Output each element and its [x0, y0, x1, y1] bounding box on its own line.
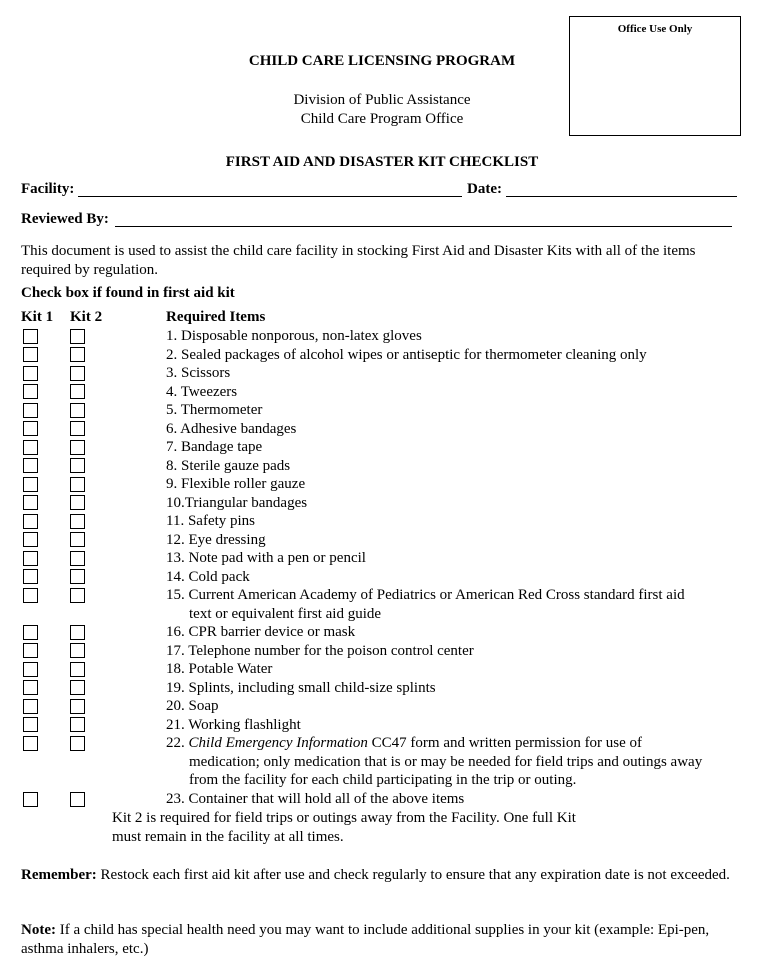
- required-item: 20. Soap: [166, 698, 219, 714]
- kit1-checkbox-1[interactable]: [23, 329, 38, 344]
- kit2-header: Kit 2: [70, 309, 103, 325]
- kit1-checkbox-11[interactable]: [23, 514, 38, 529]
- required-item: 11. Safety pins: [166, 513, 256, 529]
- kit2-checkbox-11[interactable]: [70, 514, 85, 529]
- required-item: 15. Current American Academy of Pediatrics or American Red Cross standard first aid: [166, 587, 685, 603]
- kit2-checkbox-1[interactable]: [70, 329, 85, 344]
- kit1-checkbox-8[interactable]: [23, 458, 38, 473]
- kit1-checkbox-6[interactable]: [23, 421, 38, 436]
- remember-text: Restock each first aid kit after use and check regularly to ensure that any expiration date is not exceeded.: [96, 867, 730, 883]
- date-input-line[interactable]: [506, 196, 737, 197]
- kit2-checkbox-16[interactable]: [70, 625, 85, 640]
- office-use-label: Office Use Only: [617, 23, 693, 35]
- kit1-checkbox-4[interactable]: [23, 384, 38, 399]
- kit1-checkbox-18[interactable]: [23, 662, 38, 677]
- required-item: 21. Working flashlight: [166, 716, 301, 733]
- required-item: 12. Eye dressing: [166, 531, 266, 548]
- intro-paragraph: This document is used to assist the child care facility in stocking First Aid and Disaster Kits with all of the items required by regulation.: [21, 243, 696, 278]
- kit2-checkbox-17[interactable]: [70, 643, 85, 658]
- facility-label: Facility:: [21, 181, 75, 197]
- item22-rest: CC47 form and written permission for use of: [367, 735, 643, 751]
- required-item: 14. Cold pack: [166, 568, 250, 585]
- kit2-checkbox-2[interactable]: [70, 347, 85, 362]
- kit2-checkbox-4[interactable]: [70, 384, 85, 399]
- required-item-continued: medication; only medication that is or may be needed for field trips and outings away: [189, 753, 703, 770]
- kit1-checkbox-12[interactable]: [23, 532, 38, 547]
- required-item: 3. Scissors: [166, 365, 231, 381]
- kit2-checkbox-23[interactable]: [70, 792, 85, 807]
- form-title: FIRST AID AND DISASTER KIT CHECKLIST: [225, 154, 539, 170]
- required-item: [166, 734, 642, 753]
- required-item: 4. Tweezers: [166, 383, 238, 400]
- kit1-checkbox-19[interactable]: [23, 680, 38, 695]
- facility-input-line[interactable]: [78, 196, 462, 197]
- item22-italic-title: Child Emergency Information: [188, 735, 368, 751]
- item22-number: 22.: [166, 735, 189, 751]
- kit1-checkbox-16[interactable]: [23, 625, 38, 640]
- kit2-checkbox-21[interactable]: [70, 717, 85, 732]
- kit1-checkbox-17[interactable]: [23, 643, 38, 658]
- kit2-checkbox-13[interactable]: [70, 551, 85, 566]
- kit2-checkbox-3[interactable]: [70, 366, 85, 381]
- kit1-checkbox-2[interactable]: [23, 347, 38, 362]
- required-item: 19. Splints, including small child-size splints: [166, 679, 436, 696]
- reviewed-by-input-line[interactable]: [115, 226, 732, 227]
- check-instruction: Check box if found in first aid kit: [21, 285, 235, 301]
- kit2-checkbox-18[interactable]: [70, 662, 85, 677]
- division-name: Division of Public Assistance: [293, 92, 471, 108]
- kit1-checkbox-21[interactable]: [23, 717, 38, 732]
- kit2-checkbox-10[interactable]: [70, 495, 85, 510]
- required-item: 23. Container that will hold all of the above items: [166, 791, 465, 807]
- kit1-checkbox-3[interactable]: [23, 366, 38, 381]
- kit1-checkbox-14[interactable]: [23, 569, 38, 584]
- required-item-continued: text or equivalent first aid guide: [189, 605, 382, 622]
- required-item: 8. Sterile gauze pads: [166, 457, 291, 474]
- kit2-checkbox-7[interactable]: [70, 440, 85, 455]
- kit1-checkbox-15[interactable]: [23, 588, 38, 603]
- required-item: 13. Note pad with a pen or pencil: [166, 550, 366, 566]
- kit1-checkbox-10[interactable]: [23, 495, 38, 510]
- kit2-checkbox-22[interactable]: [70, 736, 85, 751]
- remember-paragraph: [21, 866, 741, 885]
- kit2-checkbox-12[interactable]: [70, 532, 85, 547]
- kit2-checkbox-15[interactable]: [70, 588, 85, 603]
- kit2-checkbox-20[interactable]: [70, 699, 85, 714]
- required-item: 17. Telephone number for the poison control center: [166, 642, 474, 659]
- note-text: If a child has special health need you may want to include additional supplies in your kit (example: Epi-pen, asthma inhalers, etc.): [21, 922, 710, 957]
- kit2-checkbox-8[interactable]: [70, 458, 85, 473]
- office-name: Child Care Program Office: [300, 111, 464, 127]
- kit1-checkbox-13[interactable]: [23, 551, 38, 566]
- required-item: 9. Flexible roller gauze: [166, 476, 306, 492]
- required-items-header: Required Items: [166, 309, 266, 325]
- note-label: Note:: [21, 922, 56, 938]
- required-item: 7. Bandage tape: [166, 439, 263, 455]
- reviewed-by-label: Reviewed By:: [21, 211, 109, 227]
- remember-label: Remember:: [21, 867, 97, 883]
- program-title: CHILD CARE LICENSING PROGRAM: [248, 53, 516, 69]
- kit2-checkbox-5[interactable]: [70, 403, 85, 418]
- date-label: Date:: [467, 181, 502, 197]
- kit1-checkbox-9[interactable]: [23, 477, 38, 492]
- kit2-checkbox-9[interactable]: [70, 477, 85, 492]
- required-item: 5. Thermometer: [166, 402, 263, 418]
- kit1-checkbox-5[interactable]: [23, 403, 38, 418]
- kit1-checkbox-23[interactable]: [23, 792, 38, 807]
- kit1-checkbox-20[interactable]: [23, 699, 38, 714]
- required-item: 10.Triangular bandages: [166, 494, 308, 511]
- kit2-checkbox-14[interactable]: [70, 569, 85, 584]
- kit2-checkbox-19[interactable]: [70, 680, 85, 695]
- required-item-continued: from the facility for each child participating in the trip or outing.: [189, 772, 577, 788]
- kit2-note-line1: Kit 2 is required for field trips or outings away from the Facility. One full Kit: [112, 810, 576, 826]
- required-item: 2. Sealed packages of alcohol wipes or antiseptic for thermometer cleaning only: [166, 346, 647, 363]
- kit1-checkbox-22[interactable]: [23, 736, 38, 751]
- kit1-checkbox-7[interactable]: [23, 440, 38, 455]
- required-item: 18. Potable Water: [166, 661, 273, 677]
- required-item: 6. Adhesive bandages: [166, 420, 297, 437]
- kit2-note-line2: must remain in the facility at all times.: [112, 829, 344, 845]
- required-item: 1. Disposable nonporous, non-latex gloves: [166, 328, 422, 344]
- required-item: 16. CPR barrier device or mask: [166, 624, 356, 640]
- kit1-header: Kit 1: [21, 309, 54, 325]
- kit2-checkbox-6[interactable]: [70, 421, 85, 436]
- note-paragraph: [21, 921, 741, 958]
